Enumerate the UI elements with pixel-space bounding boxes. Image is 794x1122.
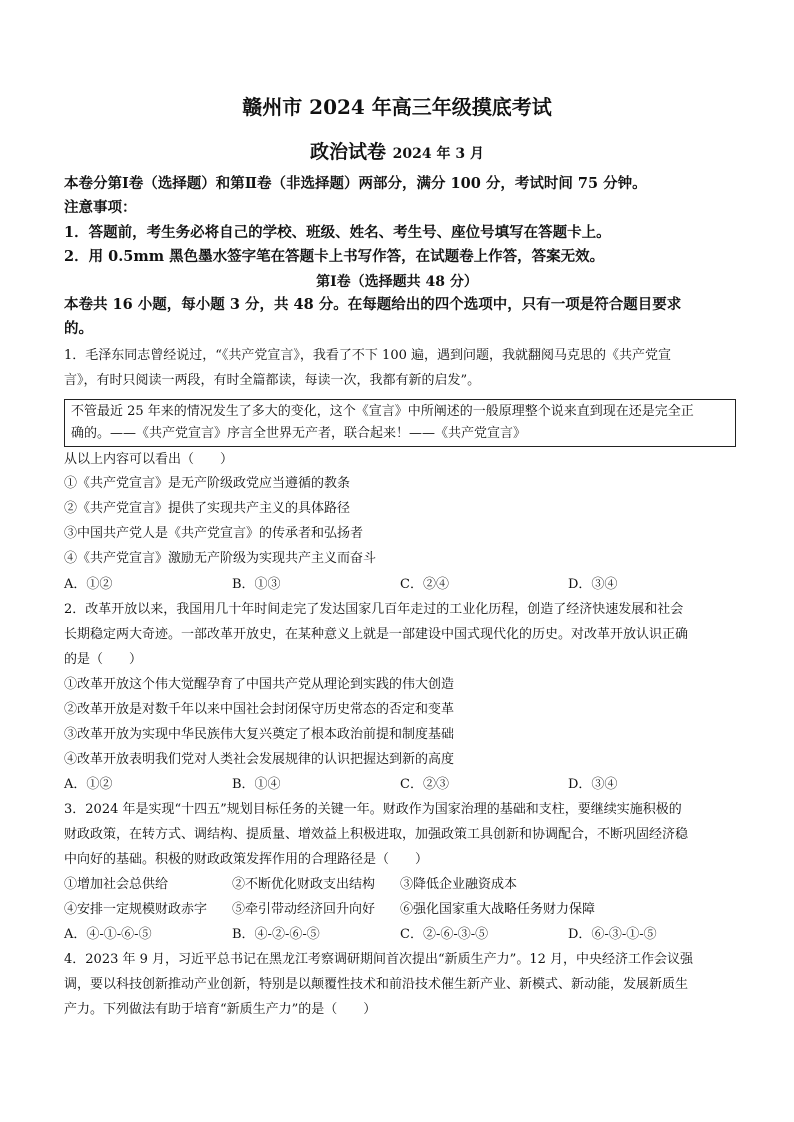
section-heading: 第Ⅰ卷（选择题共 48 分） — [316, 274, 478, 290]
q2-option-a[interactable]: A．①② — [64, 777, 113, 792]
q1-prompt: 从以上内容可以看出（ ） — [64, 452, 234, 467]
q3-item: ⑥强化国家重大战略任务财力保障 — [400, 902, 596, 917]
q1-option-a[interactable]: A．①② — [64, 577, 113, 592]
q3-option-d[interactable]: D．⑥-③-①-⑤ — [568, 927, 657, 942]
q1-item: ②《共产党宣言》提供了实现共产主义的具体路径 — [64, 501, 351, 516]
q1-stem-line-1: 1．毛泽东同志曾经说过，“《共产党宣言》，我看了不下 100 遍，遇到问题，我就翻阅马克思的《共产党宣 — [64, 348, 671, 363]
section-desc-line-2: 的。 — [64, 320, 93, 337]
q1-option-c[interactable]: C．②④ — [400, 577, 449, 592]
exam-title: 赣州市 2024 年高三年级摸底考试 — [242, 95, 552, 119]
q1-quote-line-1: 不管最近 25 年来的情况发生了多大的变化，这个《宣言》中所阐述的一般原理整个说来直到现在还是完全正 — [71, 404, 694, 419]
q3-item: ⑤牵引带动经济回升向好 — [232, 902, 376, 917]
q3-item: ④安排一定规模财政赤字 — [64, 902, 208, 917]
q4-stem-line-3: 产力。下列做法有助于培育“新质生产力”的是（ ） — [64, 1002, 377, 1017]
q3-item: ③降低企业融资成本 — [400, 877, 518, 892]
q2-option-c[interactable]: C．②③ — [400, 777, 449, 792]
q1-item: ①《共产党宣言》是无产阶级政党应当遵循的教条 — [64, 476, 351, 491]
notice-item-2: 2．用 0.5mm 黑色墨水签字笔在答题卡上书写作答，在试题卷上作答，答案无效。 — [64, 248, 605, 265]
q4-stem-line-1: 4．2023 年 9 月，习近平总书记在黑龙江考察调研期间首次提出“新质生产力”。12 月，中央经济工作会议强 — [64, 952, 693, 967]
q3-stem-line-3: 中向好的基础。积极的财政政策发挥作用的合理路径是（ ） — [64, 852, 429, 867]
subject-name: 政治试卷 — [310, 141, 387, 163]
q4-stem-line-2: 调，要以科技创新推动产业创新，特别是以颠覆性技术和前沿技术催生新产业、新模式、新动能，发展新质生 — [64, 977, 689, 992]
exam-date: 2024 年 3 月 — [392, 146, 484, 162]
q1-quote-line-2: 确的。——《共产党宣言》序言全世界无产者，联合起来！——《共产党宣言》 — [71, 426, 527, 441]
q2-item: ③改革开放为实现中华民族伟大复兴奠定了根本政治前提和制度基础 — [64, 727, 455, 742]
q2-item: ④改革开放表明我们党对人类社会发展规律的认识把握达到新的高度 — [64, 752, 455, 767]
q1-stem-line-2: 言》，有时只阅读一两段，有时全篇都读，每读一次，我都有新的启发”。 — [64, 373, 481, 388]
paper-intro: 本卷分第Ⅰ卷（选择题）和第Ⅱ卷（非选择题）两部分，满分 100 分，考试时间 75 分钟。 — [64, 175, 647, 192]
q3-option-c[interactable]: C．②-⑥-③-⑤ — [400, 927, 489, 942]
q3-stem-line-2: 财政政策，在转方式、调结构、提质量、增效益上积极进取，加强政策工具创新和协调配合，不断巩固经济稳 — [64, 827, 689, 842]
q2-option-b[interactable]: B．①④ — [232, 777, 281, 792]
q2-option-d[interactable]: D．③④ — [568, 777, 618, 792]
q3-item: ①增加社会总供给 — [64, 877, 169, 892]
q1-quote-box — [64, 399, 736, 447]
q1-option-d[interactable]: D．③④ — [568, 577, 618, 592]
q2-stem-line-2: 长期稳定两大奇迹。一部改革开放史，在某种意义上就是一部建设中国式现代化的历史。对改革开放认识正确 — [64, 627, 689, 642]
section-desc-line-1: 本卷共 16 小题，每小题 3 分，共 48 分。在每题给出的四个选项中，只有一项是符合题目要求 — [64, 296, 682, 313]
q1-item: ④《共产党宣言》激励无产阶级为实现共产主义而奋斗 — [64, 551, 377, 566]
q3-item: ②不断优化财政支出结构 — [232, 877, 376, 892]
q3-stem-line-1: 3．2024 年是实现“十四五”规划目标任务的关键一年。财政作为国家治理的基础和支柱，要继续实施积极的 — [64, 802, 682, 817]
notice-title: 注意事项： — [64, 199, 137, 216]
q3-option-a[interactable]: A．④-①-⑥-⑤ — [64, 927, 152, 942]
q1-item: ③中国共产党人是《共产党宣言》的传承者和弘扬者 — [64, 526, 364, 541]
q2-stem-line-1: 2．改革开放以来，我国用几十年时间走完了发达国家几百年走过的工业化历程，创造了经济快速发展和社会 — [64, 602, 684, 617]
q1-option-b[interactable]: B．①③ — [232, 577, 281, 592]
notice-item-1: 1．答题前，考生务必将自己的学校、班级、姓名、考生号、座位号填写在答题卡上。 — [64, 224, 611, 241]
q2-item: ②改革开放是对数千年以来中国社会封闭保守历史常态的否定和变革 — [64, 702, 455, 717]
q2-stem-line-3: 的是（ ） — [64, 652, 143, 667]
q2-item: ①改革开放这个伟大觉醒孕育了中国共产党从理论到实践的伟大创造 — [64, 677, 455, 692]
q3-option-b[interactable]: B．④-②-⑥-⑤ — [232, 927, 320, 942]
exam-subtitle — [0, 140, 794, 166]
